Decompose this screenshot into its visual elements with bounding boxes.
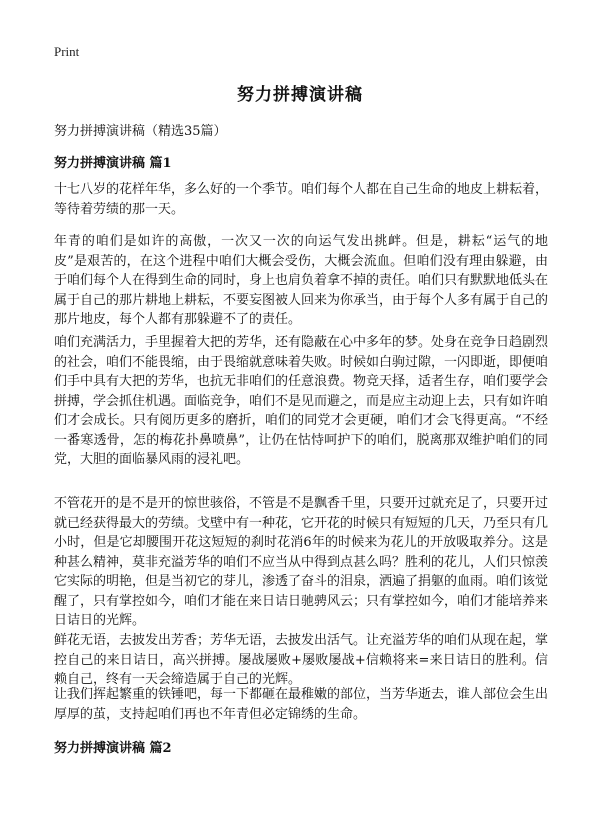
section-heading-1: 努力拼搏演讲稿 篇1 [54,156,172,171]
document-subtitle: 努力拼搏演讲稿（精选35篇） [54,124,227,139]
paragraph-1: 十七八岁的花样年华，多么好的一个季节。咱们每个人都在自己生命的地皮上耕耘着，等待着劳绩的那一天。 [54,182,549,217]
page-title: 努力拼搏演讲稿 [237,85,363,105]
paragraph-4: 不管花开的是不是开的惊世骇俗，不管是不是飘香千里，只要开过就充足了，只要开过就已经获得最大的劳绩。戈壁中有一种花，它开花的时候只有短短的几天，乃至只有几小时，但是它却腰围开花这短短的刹时花消6年的时候来为花儿的开放吸取养分。这是种甚么精神，莫非充溢芳华的咱们不应当从中得到点甚么吗？胜利的花儿，人们只惊羡它实际的明艳，但是当初它的芽儿，渗透了奋斗的泪泉，洒遍了捐躯的血雨。咱们该觉醒了，只有掌控如今，咱们才能在来日诘日驰骋风云；只有掌控如今，咱们才能培养来日诘日的光辉。 [54,496,549,628]
paragraph-2: 年青的咱们是如许的高傲，一次又一次的向运气发出挑衅。但是，耕耘“运气的地皮”是艰苦的，在这个进程中咱们大概会受伤，大概会流血。但咱们没有理由躲避，由于咱们每个人在得到生命的同时，身上也肩负着拿不掉的责任。咱们只有默默地低头在属于自己的那片耕地上耕耘，不要妄图被人回来为你承当，由于每个人多有属于自己的那片地皮，每个人都有那躲避不了的责任。 [54,234,549,327]
paragraph-3: 咱们充满活力，手里握着大把的芳华，还有隐蔽在心中多年的梦。处身在竞争日趋剧烈的社会，咱们不能畏缩，由于畏缩就意味着失败。时候如白驹过隙，一闪即逝，即便咱们手中具有大把的芳华，也抗无非咱们的任意浪费。物竞天择，适者生存，咱们要学会拼搏，学会抓住机遇。面临竞争，咱们不是见而避之，而是应主动迎上去，只有如许咱们才会成长。只有阅历更多的磨折，咱们的同党才会更硬，咱们才会飞得更高。“不经一番寒透骨，怎的梅花扑鼻喷鼻”，让仍在怙恃呵护下的咱们，脱离那双维护咱们的同党，大胆的面临暴风雨的浸礼吧。 [54,335,549,467]
section-heading-2: 努力拼搏演讲稿 篇2 [54,741,172,756]
paragraph-5: 鲜花无语，去披发出芳香；芳华无语，去披发出活气。让充溢芳华的咱们从现在起，掌控自己的来日诘日，高兴拼搏。屡战屡败+屡败屡战+信赖将来=来日诘日的胜利。信赖自己，终有一天会缔造属于自己的光辉。 [54,633,549,687]
paragraph-6: 让我们挥起繁重的铁锤吧，每一下都砸在最稚嫩的部位，当芳华逝去，谁人部位会生出厚厚的茧，支持起咱们再也不年青但必定锦绣的生命。 [54,687,549,722]
print-link[interactable]: Print [54,44,80,59]
